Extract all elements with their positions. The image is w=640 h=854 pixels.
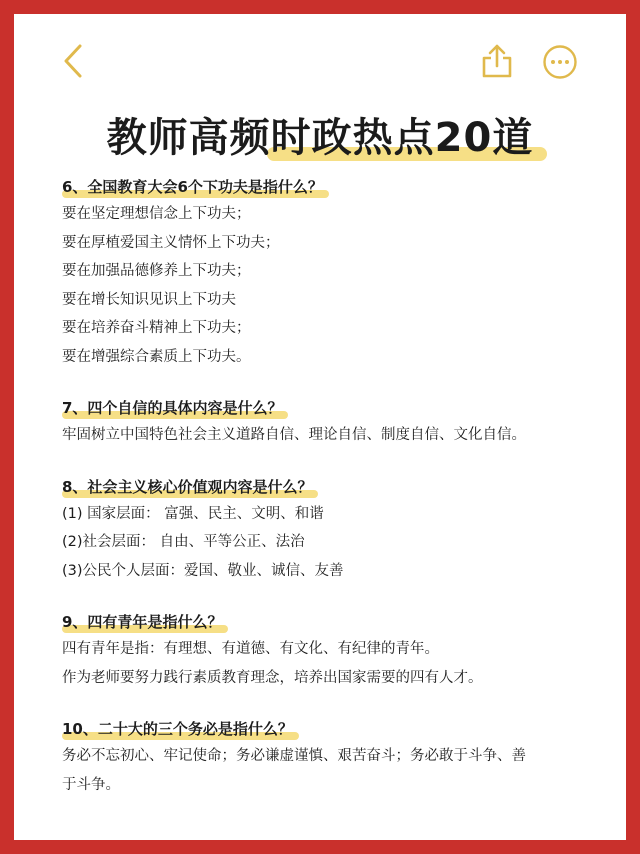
answer-line: (3)公民个人层面：爱国、敬业、诚信、友善 bbox=[62, 562, 344, 579]
question-heading: 9、四有青年是指什么？ bbox=[62, 609, 222, 635]
share-button[interactable] bbox=[480, 42, 514, 80]
question-heading: 7、四个自信的具体内容是什么？ bbox=[62, 395, 282, 421]
answer-line: 要在增长知识见识上下功夫 bbox=[62, 291, 236, 308]
answer-line: 于斗争。 bbox=[62, 776, 120, 793]
qa-section bbox=[62, 716, 602, 799]
qa-section bbox=[62, 609, 602, 692]
answer-line: 作为老师要努力践行素质教育理念，培养出国家需要的四有人才。 bbox=[62, 669, 483, 686]
note-card bbox=[14, 14, 626, 840]
qa-section bbox=[62, 174, 602, 371]
back-button[interactable] bbox=[58, 42, 88, 80]
qa-section bbox=[62, 395, 602, 450]
answer-line: 要在培养奋斗精神上下功夫； bbox=[62, 320, 251, 336]
title-area bbox=[14, 106, 626, 163]
page-title bbox=[107, 106, 534, 163]
more-icon bbox=[542, 44, 578, 80]
answer-line: 牢固树立中国特色社会主义道路自信、理论自信、制度自信、文化自信。 bbox=[62, 427, 526, 443]
answer-line: 要在增强综合素质上下功夫。 bbox=[62, 348, 251, 365]
question-heading: 10、二十大的三个务必是指什么？ bbox=[62, 716, 293, 742]
answer-line: 要在厚植爱国主义情怀上下功夫； bbox=[62, 234, 280, 251]
qa-list bbox=[62, 174, 602, 823]
question-heading: 6、全国教育大会6个下功夫是指什么？ bbox=[62, 174, 323, 200]
top-bar bbox=[14, 14, 626, 104]
answer-line: 要在加强品德修养上下功夫； bbox=[62, 263, 251, 279]
share-icon bbox=[480, 42, 514, 80]
answer-line: (1) 国家层面： 富强、民主、文明、和谐 bbox=[62, 505, 324, 522]
answer-line: 四有青年是指：有理想、有道德、有文化、有纪律的青年。 bbox=[62, 641, 439, 657]
question-heading: 8、社会主义核心价值观内容是什么？ bbox=[62, 474, 312, 500]
answer-line: 务必不忘初心、牢记使命；务必谦虚谨慎、艰苦奋斗；务必敢于斗争、善 bbox=[62, 748, 526, 764]
qa-section bbox=[62, 474, 602, 586]
answer-line: 要在坚定理想信念上下功夫； bbox=[62, 206, 251, 222]
answer-line: (2)社会层面： 自由、平等公正、法治 bbox=[62, 534, 305, 550]
more-button[interactable] bbox=[542, 44, 578, 80]
watermark bbox=[538, 798, 608, 832]
page-title-text: 教师高频时政热点20道 bbox=[106, 115, 534, 161]
chevron-left-icon bbox=[58, 42, 88, 80]
